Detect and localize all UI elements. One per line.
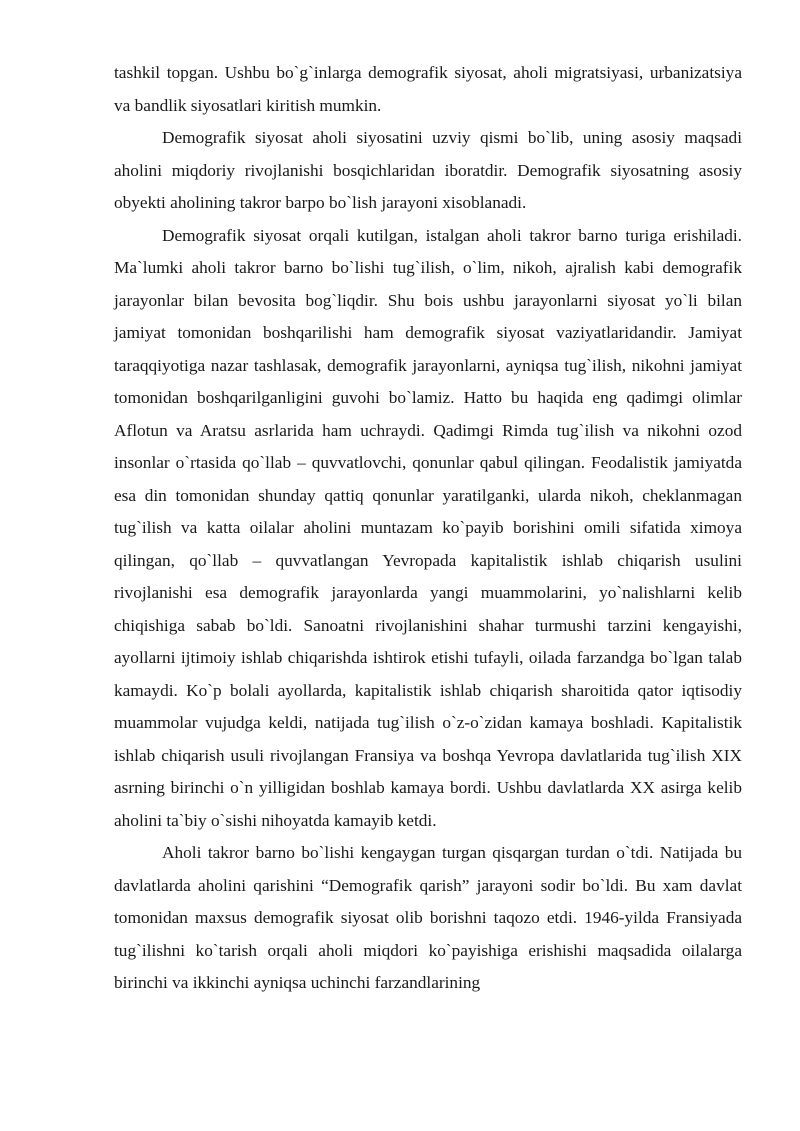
paragraph-4: Aholi takror barno bo`lishi kengaygan turgan qisqargan turdan o`tdi. Natijada bu davlatlarda aholini qarishini “Demografik qarish” jarayoni sodir bo`ldi. Bu xam davlat tomonidan maxsus demografik siyosat olib borishni taqozo etdi. 1946-yilda Fransiyada tug`ilishni ko`tarish orqali aholi miqdori ko`payishiga erishishi maqsadida oilalarga birinchi va ikkinchi ayniqsa uchinchi farzandlarining <box>114 843 742 992</box>
paragraph-2: Demografik siyosat aholi siyosatini uzviy qismi bo`lib, uning asosiy maqsadi aholini miqdoriy rivojlanishi bosqichlaridan iboratdir. Demografik siyosatning asosiy obyekti aholining takror barpo bo`lish jarayoni xisoblanadi. <box>114 128 742 212</box>
paragraph-1: tashkil topgan. Ushbu bo`g`inlarga demografik siyosat, aholi migratsiyasi, urbanizatsiya va bandlik siyosatlari kiritish mumkin. <box>114 63 742 115</box>
paragraph-3: Demografik siyosat orqali kutilgan, istalgan aholi takror barno turiga erishiladi. Ma`lumki aholi takror barno bo`lishi tug`ilish, o`lim, nikoh, ajralish kabi demografik jarayonlar bilan bevosita bog`liqdir. Shu bois ushbu jarayonlarni siyosat yo`li bilan jamiyat tomonidan boshqarilishi ham demografik siyosat vaziyatlaridandir. Jamiyat taraqqiyotiga nazar tashlasak, demografik jarayonlarni, ayniqsa tug`ilish, nikohni jamiyat tomonidan boshqarilganligini guvohi bo`lamiz. Hatto bu haqida eng qadimgi olimlar Aflotun va Aratsu asrlarida ham uchraydi. Qadimgi Rimda tug`ilish va nikohni ozod insonlar o`rtasida qo`llab – quvvatlovchi, qonunlar qabul qilingan. Feodalistik jamiyatda esa din tomonidan shunday qattiq qonunlar yaratilganki, ularda nikoh, cheklanmagan tug`ilish va katta oilalar aholini muntazam ko`payib borishini omili sifatida ximoya qilingan, qo`llab – quvvatlangan Yevropada kapitalistik ishlab chiqarish usulini rivojlanishi esa demografik jarayonlarda yangi muammolarini, yo`nalishlarni kelib chiqishiga sabab bo`ldi. Sanoatni rivojlanishini shahar turmushi tarzini kengayishi, ayollarni ijtimoiy ishlab chiqarishda ishtirok etishi tufayli, oilada farzandga bo`lgan talab kamaydi. Ko`p bolali ayollarda, kapitalistik ishlab chiqarish sharoitida qator iqtisodiy muammolar vujudga keldi, natijada tug`ilish o`z-o`zidan kamaya boshladi. Kapitalistik ishlab chiqarish usuli rivojlangan Fransiya va boshqa Yevropa davlatlarida tug`ilish XIX asrning birinchi o`n yilligidan boshlab kamaya bordi. Ushbu davlatlarda XX asirga kelib aholini ta`biy o`sishi nihoyatda kamayib ketdi. <box>114 225 742 830</box>
document-page <box>114 57 742 1000</box>
